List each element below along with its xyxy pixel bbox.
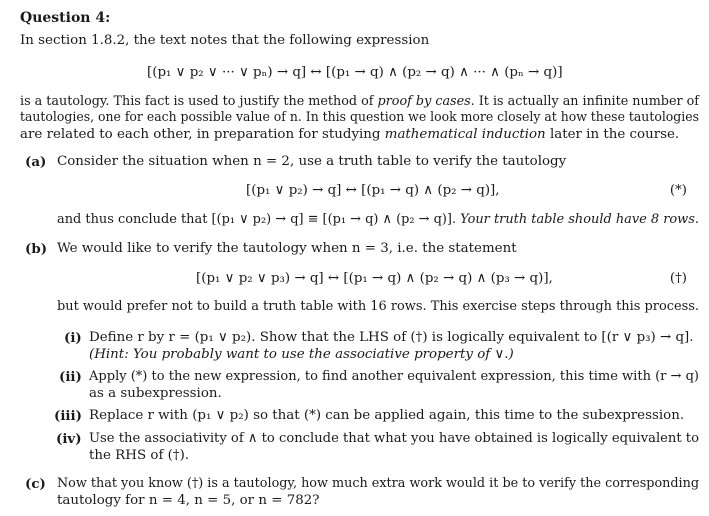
intro-line-1: In section 1.8.2, the text notes that the following expression — [20, 33, 430, 48]
part-b-line-2: but would prefer not to build a truth table with 16 rows. This exercise steps through this process. — [57, 299, 700, 314]
part-a-line-1: Consider the situation when n = 2, use a truth table to verify the tautology — [57, 154, 567, 169]
question-title: Question 4: — [20, 10, 111, 26]
part-a-tag: (*) — [669, 183, 687, 198]
part-b-equation: [(p₁ ∨ p₂ ∨ p₃) → q] ↔ [(p₁ → q) ∧ (p₂ → q) ∧ (p₃ → q)], — [196, 271, 553, 286]
part-b-tag: (†) — [669, 271, 687, 286]
intro-emphasis: mathematical induction — [384, 127, 546, 142]
part-b-iii-label: (iii) — [54, 408, 82, 424]
intro-text: is a tautology. This fact is used to justify the method of — [20, 94, 378, 109]
intro-text: are related to each other, in preparation for studying — [20, 127, 385, 142]
part-b-ii-label: (ii) — [59, 369, 82, 385]
part-b-line-1: We would like to verify the tautology when n = 3, i.e. the statement — [57, 241, 517, 256]
intro-emphasis: proof by cases — [377, 94, 471, 109]
part-b-i-line-1: Define r by r = (p₁ ∨ p₂). Show that the LHS of (†) is logically equivalent to [(r ∨ p₃) → q]. — [89, 330, 694, 345]
part-b-ii-line-2: as a subexpression. — [89, 386, 222, 401]
intro-paragraph-line-3 — [20, 126, 679, 144]
part-c-line-2: tautology for n = 4, n = 5, or n = 782? — [57, 493, 320, 508]
part-b-iv-label: (iv) — [56, 431, 82, 447]
intro-text: . It is actually an infinite number of — [470, 94, 700, 109]
part-a-emphasis: Your truth table should have 8 rows. — [460, 212, 699, 227]
part-b-ii-line-1: Apply (*) to the new expression, to find another equivalent expression, this time with (r → q) — [89, 369, 699, 384]
part-c-label: (c) — [25, 476, 46, 492]
part-b-label: (b) — [25, 241, 48, 257]
part-b-iv-line-2: the RHS of (†). — [89, 448, 190, 463]
intro-paragraph-line-2: tautologies, one for each possible value of n. In this question we look more closely at how these tautologies — [20, 110, 699, 125]
part-a-equation: [(p₁ ∨ p₂) → q] ↔ [(p₁ → q) ∧ (p₂ → q)], — [246, 183, 500, 198]
part-b-i-hint: (Hint: You probably want to use the associative property of ∨.) — [89, 347, 514, 362]
intro-text: later in the course. — [545, 127, 680, 142]
part-b-i-label: (i) — [64, 330, 82, 346]
part-a-label: (a) — [25, 154, 47, 170]
part-a-text: and thus conclude that [(p₁ ∨ p₂) → q] ≡ [(p₁ → q) ∧ (p₂ → q)]. — [57, 212, 461, 227]
part-c-line-1: Now that you know (†) is a tautology, how much extra work would it be to verify the corresponding — [57, 476, 700, 491]
part-b-iii-line-1: Replace r with (p₁ ∨ p₂) so that (*) can be applied again, this time to the subexpression. — [89, 408, 685, 423]
part-b-iv-line-1: Use the associativity of ∧ to conclude that what you have obtained is logically equivalent to — [89, 431, 699, 446]
part-a-line-2 — [57, 211, 699, 229]
intro-equation: [(p₁ ∨ p₂ ∨ ··· ∨ pₙ) → q] ↔ [(p₁ → q) ∧ (p₂ → q) ∧ ··· ∧ (pₙ → q)] — [147, 65, 563, 80]
